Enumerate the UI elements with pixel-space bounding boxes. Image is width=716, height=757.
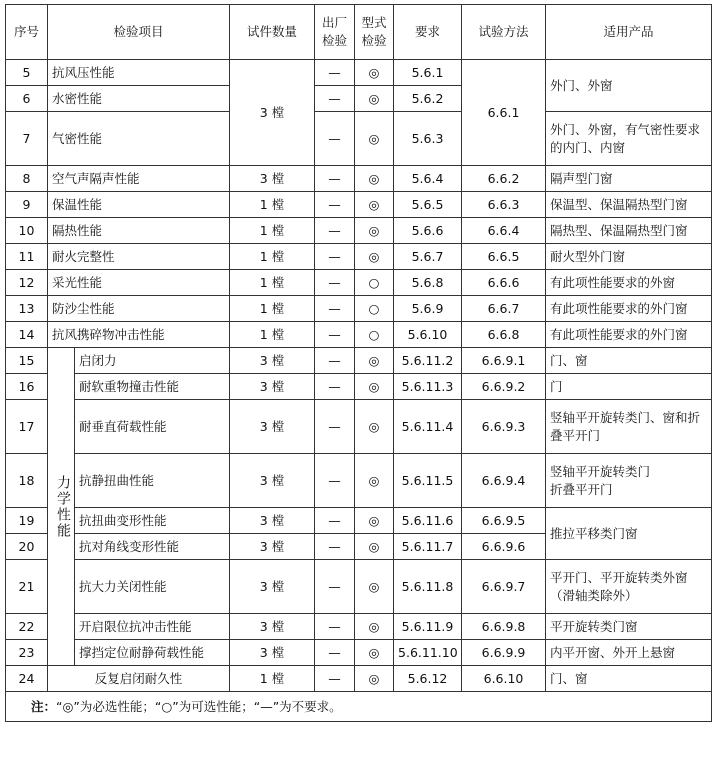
factory-cell: — <box>315 86 355 112</box>
products-cell: 内平开窗、外开上悬窗 <box>546 640 712 666</box>
type-cell: ◎ <box>355 244 394 270</box>
header-products: 适用产品 <box>546 5 712 60</box>
item-cell: 抗风压性能 <box>48 60 230 86</box>
item-cell: 反复启闭耐久性 <box>48 666 230 692</box>
count-cell: 3 樘 <box>230 454 315 508</box>
count-cell: 3 樘 <box>230 374 315 400</box>
req-cell: 5.6.11.8 <box>394 560 462 614</box>
count-cell: 3 樘 <box>230 348 315 374</box>
method-cell: 6.6.9.3 <box>462 400 546 454</box>
factory-cell: — <box>315 112 355 166</box>
item-cell: 抗扭曲变形性能 <box>75 508 230 534</box>
item-cell: 防沙尘性能 <box>48 296 230 322</box>
req-cell: 5.6.11.9 <box>394 614 462 640</box>
item-cell: 耐垂直荷载性能 <box>75 400 230 454</box>
seq-cell: 20 <box>6 534 48 560</box>
header-type: 型式 检验 <box>355 5 394 60</box>
mech-group-text: 力学性能 <box>55 474 71 539</box>
table-row <box>6 454 712 508</box>
factory-cell: — <box>315 244 355 270</box>
factory-cell: — <box>315 508 355 534</box>
req-cell: 5.6.11.3 <box>394 374 462 400</box>
table-row <box>6 560 712 614</box>
type-cell: ◎ <box>355 508 394 534</box>
factory-cell: — <box>315 218 355 244</box>
note-label: 注： <box>31 698 57 714</box>
method-cell: 6.6.8 <box>462 322 546 348</box>
table-row <box>6 244 712 270</box>
factory-cell: — <box>315 560 355 614</box>
seq-cell: 12 <box>6 270 48 296</box>
note-text: “◎”为必选性能；“○”为可选性能；“—”为不要求。 <box>56 698 342 714</box>
seq-cell: 21 <box>6 560 48 614</box>
req-cell: 5.6.11.7 <box>394 534 462 560</box>
req-cell: 5.6.11.2 <box>394 348 462 374</box>
products-cell: 保温型、保温隔热型门窗 <box>546 192 712 218</box>
type-cell: ◎ <box>355 560 394 614</box>
type-cell: ◎ <box>355 60 394 86</box>
method-cell: 6.6.6 <box>462 270 546 296</box>
factory-cell: — <box>315 454 355 508</box>
count-cell: 3 樘 <box>230 640 315 666</box>
method-cell: 6.6.9.1 <box>462 348 546 374</box>
req-cell: 5.6.4 <box>394 166 462 192</box>
products-cell: 平开旋转类门窗 <box>546 614 712 640</box>
count-cell: 1 樘 <box>230 666 315 692</box>
table-row <box>6 322 712 348</box>
req-cell: 5.6.11.6 <box>394 508 462 534</box>
factory-cell: — <box>315 666 355 692</box>
header-seq: 序号 <box>6 5 48 60</box>
header-row <box>6 5 712 60</box>
req-cell: 5.6.11.10 <box>394 640 462 666</box>
count-cell: 3 樘 <box>230 534 315 560</box>
req-cell: 5.6.8 <box>394 270 462 296</box>
item-cell: 空气声隔声性能 <box>48 166 230 192</box>
header-factory: 出厂 检验 <box>315 5 355 60</box>
count-cell: 3 樘 <box>230 560 315 614</box>
type-cell: ◎ <box>355 400 394 454</box>
products-cell: 推拉平移类门窗 <box>546 508 712 560</box>
count-cell: 3 樘 <box>230 508 315 534</box>
count-cell: 1 樘 <box>230 244 315 270</box>
table-row <box>6 508 712 534</box>
products-cell: 门、窗 <box>546 666 712 692</box>
type-cell: ○ <box>355 270 394 296</box>
seq-cell: 16 <box>6 374 48 400</box>
seq-cell: 11 <box>6 244 48 270</box>
products-cell: 有此项性能要求的外门窗 <box>546 322 712 348</box>
products-cell: 门 <box>546 374 712 400</box>
count-cell: 1 樘 <box>230 192 315 218</box>
type-cell: ◎ <box>355 374 394 400</box>
table-row <box>6 614 712 640</box>
method-cell: 6.6.9.9 <box>462 640 546 666</box>
count-cell: 1 樘 <box>230 296 315 322</box>
method-cell: 6.6.9.6 <box>462 534 546 560</box>
products-cell: 门、窗 <box>546 348 712 374</box>
table-row <box>6 400 712 454</box>
factory-cell: — <box>315 400 355 454</box>
table-note <box>6 692 712 722</box>
method-cell: 6.6.2 <box>462 166 546 192</box>
products-cell: 耐火型外门窗 <box>546 244 712 270</box>
table-row <box>6 666 712 692</box>
products-cell: 平开门、平开旋转类外窗（滑轴类除外） <box>546 560 712 614</box>
method-cell: 6.6.9.8 <box>462 614 546 640</box>
req-cell: 5.6.12 <box>394 666 462 692</box>
req-cell: 5.6.5 <box>394 192 462 218</box>
method-cell: 6.6.3 <box>462 192 546 218</box>
table-row <box>6 112 712 166</box>
seq-cell: 6 <box>6 86 48 112</box>
factory-cell: — <box>315 374 355 400</box>
products-cell: 隔声型门窗 <box>546 166 712 192</box>
req-cell: 5.6.7 <box>394 244 462 270</box>
seq-cell: 19 <box>6 508 48 534</box>
item-cell: 启闭力 <box>75 348 230 374</box>
seq-cell: 9 <box>6 192 48 218</box>
count-cell: 1 樘 <box>230 322 315 348</box>
item-cell: 水密性能 <box>48 86 230 112</box>
products-cell: 外门、外窗，有气密性要求的内门、内窗 <box>546 112 712 166</box>
table-row <box>6 270 712 296</box>
type-cell: ◎ <box>355 348 394 374</box>
note-row <box>6 692 712 722</box>
products-cell: 竖轴平开旋转类门 折叠平开门 <box>546 454 712 508</box>
item-cell: 保温性能 <box>48 192 230 218</box>
item-cell: 气密性能 <box>48 112 230 166</box>
type-cell: ◎ <box>355 534 394 560</box>
method-cell: 6.6.9.2 <box>462 374 546 400</box>
method-cell: 6.6.9.7 <box>462 560 546 614</box>
seq-cell: 17 <box>6 400 48 454</box>
products-cell: 隔热型、保温隔热型门窗 <box>546 218 712 244</box>
products-cell: 外门、外窗 <box>546 60 712 112</box>
type-cell: ◎ <box>355 666 394 692</box>
seq-cell: 7 <box>6 112 48 166</box>
header-item: 检验项目 <box>48 5 230 60</box>
table-row <box>6 218 712 244</box>
req-cell: 5.6.10 <box>394 322 462 348</box>
seq-cell: 23 <box>6 640 48 666</box>
factory-cell: — <box>315 640 355 666</box>
method-cell: 6.6.1 <box>462 60 546 166</box>
table-row <box>6 374 712 400</box>
table-row <box>6 348 712 374</box>
header-req: 要求 <box>394 5 462 60</box>
count-cell: 3 樘 <box>230 60 315 166</box>
seq-cell: 24 <box>6 666 48 692</box>
req-cell: 5.6.2 <box>394 86 462 112</box>
req-cell: 5.6.11.4 <box>394 400 462 454</box>
seq-cell: 5 <box>6 60 48 86</box>
item-cell: 隔热性能 <box>48 218 230 244</box>
seq-cell: 10 <box>6 218 48 244</box>
table-row <box>6 60 712 86</box>
type-cell: ◎ <box>355 192 394 218</box>
type-cell: ○ <box>355 322 394 348</box>
seq-cell: 13 <box>6 296 48 322</box>
item-cell: 抗大力关闭性能 <box>75 560 230 614</box>
products-cell: 有此项性能要求的外门窗 <box>546 296 712 322</box>
factory-cell: — <box>315 60 355 86</box>
table-row <box>6 192 712 218</box>
count-cell: 1 樘 <box>230 270 315 296</box>
products-cell: 有此项性能要求的外窗 <box>546 270 712 296</box>
type-cell: ◎ <box>355 218 394 244</box>
factory-cell: — <box>315 614 355 640</box>
factory-cell: — <box>315 322 355 348</box>
type-cell: ○ <box>355 296 394 322</box>
seq-cell: 14 <box>6 322 48 348</box>
item-cell: 抗对角线变形性能 <box>75 534 230 560</box>
method-cell: 6.6.10 <box>462 666 546 692</box>
item-cell: 采光性能 <box>48 270 230 296</box>
factory-cell: — <box>315 348 355 374</box>
item-cell: 开启限位抗冲击性能 <box>75 614 230 640</box>
count-cell: 3 樘 <box>230 400 315 454</box>
method-cell: 6.6.9.5 <box>462 508 546 534</box>
type-cell: ◎ <box>355 86 394 112</box>
req-cell: 5.6.3 <box>394 112 462 166</box>
item-cell: 耐火完整性 <box>48 244 230 270</box>
products-cell: 竖轴平开旋转类门、窗和折叠平开门 <box>546 400 712 454</box>
item-cell: 撑挡定位耐静荷载性能 <box>75 640 230 666</box>
table-row <box>6 640 712 666</box>
seq-cell: 15 <box>6 348 48 374</box>
seq-cell: 8 <box>6 166 48 192</box>
inspection-table <box>5 4 712 722</box>
item-cell: 抗静扭曲性能 <box>75 454 230 508</box>
seq-cell: 18 <box>6 454 48 508</box>
header-count: 试件数量 <box>230 5 315 60</box>
count-cell: 3 樘 <box>230 614 315 640</box>
header-method: 试验方法 <box>462 5 546 60</box>
method-cell: 6.6.5 <box>462 244 546 270</box>
factory-cell: — <box>315 166 355 192</box>
count-cell: 3 樘 <box>230 166 315 192</box>
type-cell: ◎ <box>355 166 394 192</box>
table-row <box>6 166 712 192</box>
table-row <box>6 296 712 322</box>
seq-cell: 22 <box>6 614 48 640</box>
type-cell: ◎ <box>355 454 394 508</box>
method-cell: 6.6.7 <box>462 296 546 322</box>
type-cell: ◎ <box>355 112 394 166</box>
req-cell: 5.6.1 <box>394 60 462 86</box>
factory-cell: — <box>315 270 355 296</box>
factory-cell: — <box>315 296 355 322</box>
factory-cell: — <box>315 534 355 560</box>
method-cell: 6.6.9.4 <box>462 454 546 508</box>
method-cell: 6.6.4 <box>462 218 546 244</box>
req-cell: 5.6.6 <box>394 218 462 244</box>
count-cell: 1 樘 <box>230 218 315 244</box>
factory-cell: — <box>315 192 355 218</box>
type-cell: ◎ <box>355 614 394 640</box>
mech-group-label <box>48 348 75 666</box>
req-cell: 5.6.11.5 <box>394 454 462 508</box>
item-cell: 抗风携碎物冲击性能 <box>48 322 230 348</box>
item-cell: 耐软重物撞击性能 <box>75 374 230 400</box>
type-cell: ◎ <box>355 640 394 666</box>
req-cell: 5.6.9 <box>394 296 462 322</box>
